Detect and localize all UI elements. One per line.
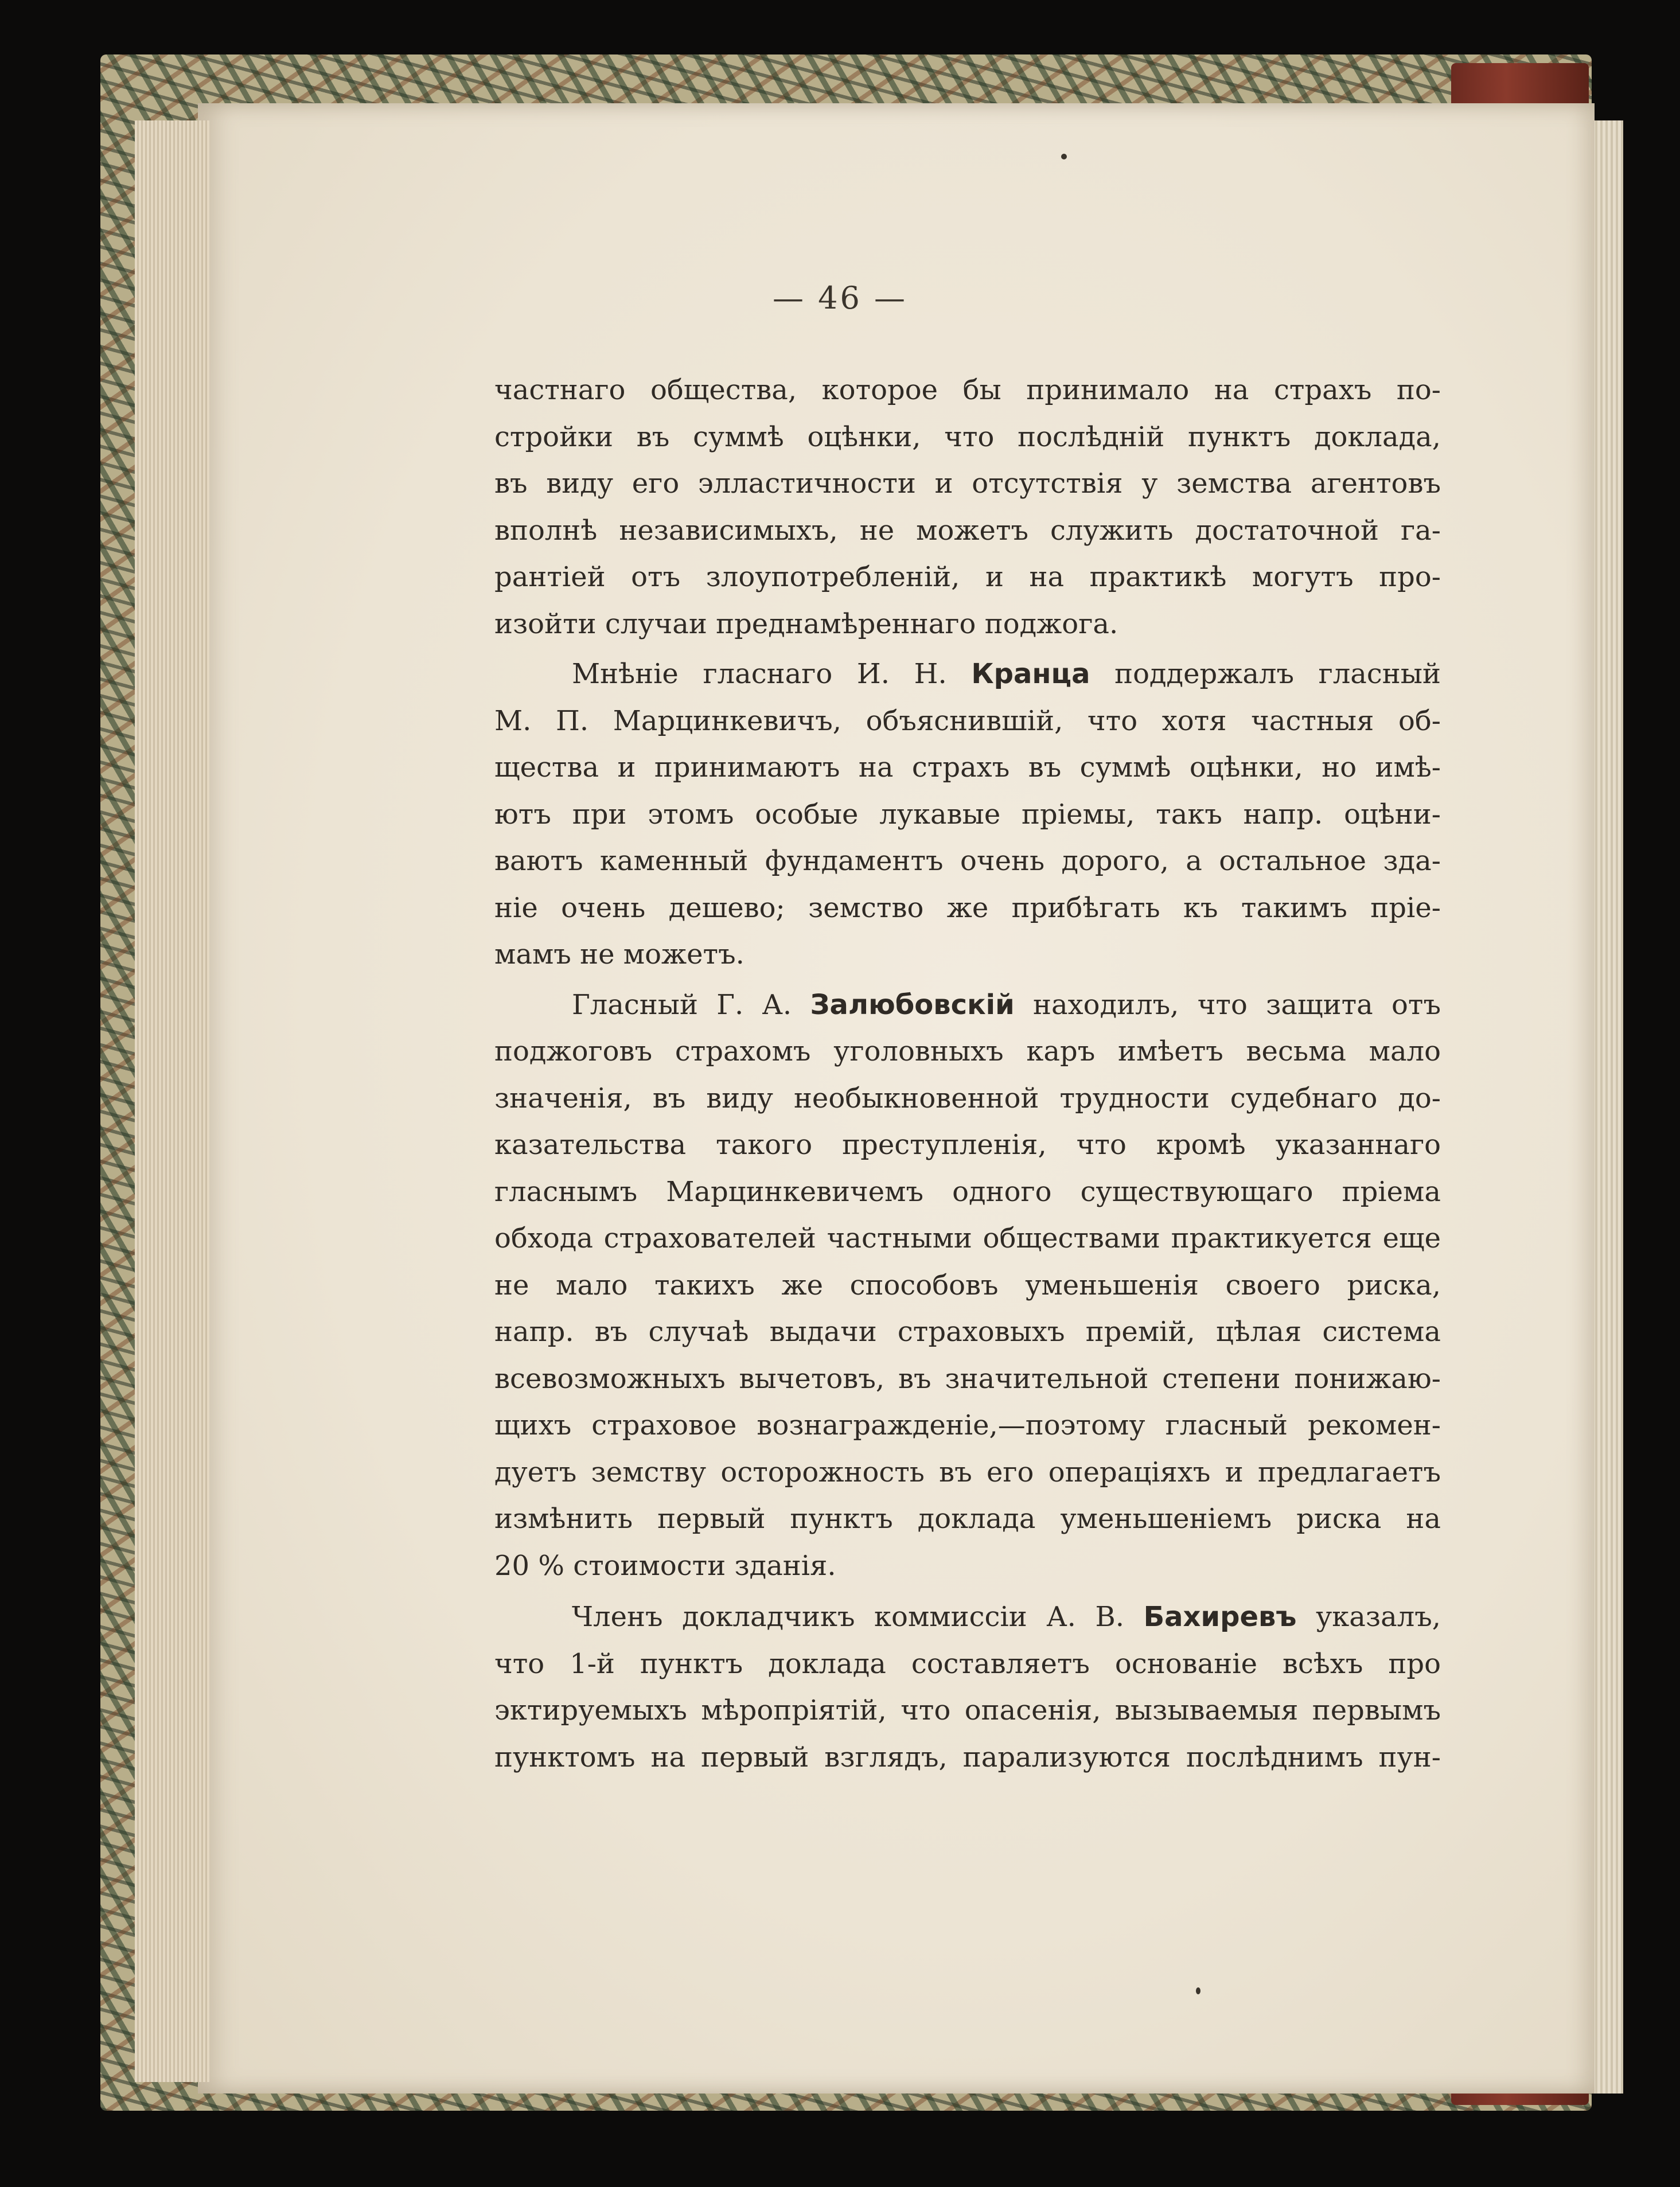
person-name: Кранца	[971, 658, 1090, 690]
text-line	[494, 367, 1441, 414]
text-line	[494, 1734, 1441, 1781]
text-line	[494, 651, 1441, 698]
text-segment: щества и принимаютъ на страхъ въ суммѣ оцѣнки, но имѣ-	[494, 751, 1441, 783]
text-line	[494, 1122, 1441, 1169]
text-segment: поджоговъ страхомъ уголовныхъ каръ имѣетъ весьма мало	[494, 1035, 1441, 1067]
text-segment: изойти случаи преднамѣреннаго поджога.	[494, 607, 1118, 640]
text-segment: Мнѣніе гласнаго И. Н.	[572, 658, 972, 690]
text-line	[494, 1169, 1441, 1216]
text-segment: не мало такихъ же способовъ уменьшенія своего риска,	[494, 1269, 1441, 1301]
paper-speck	[1061, 154, 1067, 159]
text-segment: находилъ, что защита отъ	[1014, 988, 1441, 1021]
text-line	[494, 414, 1441, 461]
text-segment: измѣнить первый пунктъ доклада уменьшеніемъ риска на	[494, 1503, 1441, 1535]
body-text	[494, 367, 1441, 1781]
text-segment: казательства такого преступленія, что кромѣ указаннаго	[494, 1129, 1441, 1161]
text-segment: въ виду его элластичности и отсутствія у земства агентовъ	[494, 467, 1441, 500]
text-line	[494, 982, 1441, 1029]
text-segment: дуетъ земству осторожность въ его операціяхъ и предлагаетъ	[494, 1456, 1441, 1488]
page-stack-left	[135, 120, 209, 2082]
text-line	[494, 698, 1441, 745]
text-segment: ваютъ каменный фундаментъ очень дорого, а остальное зда-	[494, 845, 1441, 877]
person-name: Залюбовскій	[810, 988, 1015, 1021]
text-segment: М. П. Марцинкевичъ, объяснившій, что хотя частныя об-	[494, 704, 1441, 737]
text-line	[494, 1641, 1441, 1688]
text-segment: эктируемыхъ мѣропріятій, что опасенія, вызываемыя первымъ	[494, 1694, 1441, 1726]
text-segment: всевозможныхъ вычетовъ, въ значительной степени понижаю-	[494, 1362, 1441, 1395]
text-segment: напр. въ случаѣ выдачи страховыхъ премій, цѣлая система	[494, 1316, 1441, 1348]
text-line	[494, 1687, 1441, 1734]
text-line	[494, 1356, 1441, 1403]
text-line	[494, 1075, 1441, 1122]
text-line	[494, 1594, 1441, 1641]
text-line	[494, 1402, 1441, 1449]
text-segment: щихъ страховое вознагражденіе,—поэтому гласный рекомен-	[494, 1409, 1441, 1441]
text-line	[494, 1309, 1441, 1356]
text-line	[494, 885, 1441, 932]
text-line	[494, 1028, 1441, 1075]
text-line	[494, 601, 1441, 648]
text-segment: стройки въ суммѣ оцѣнки, что послѣдній пунктъ доклада,	[494, 420, 1441, 453]
text-line	[494, 792, 1441, 839]
page-number: — 46 —	[772, 280, 908, 316]
text-segment: ютъ при этомъ особые лукавые пріемы, такъ напр. оцѣни-	[494, 798, 1441, 831]
text-line	[494, 508, 1441, 555]
text-segment: указалъ,	[1296, 1601, 1441, 1633]
text-line	[494, 1543, 1441, 1590]
text-segment: что 1-й пунктъ доклада составляетъ основаніе всѣхъ про	[494, 1647, 1441, 1680]
text-line	[494, 931, 1441, 979]
text-line	[494, 838, 1441, 885]
text-segment: частнаго общества, которое бы принимало на страхъ по-	[494, 374, 1441, 406]
text-line	[494, 1496, 1441, 1543]
text-segment: вполнѣ независимыхъ, не можетъ служить достаточной га-	[494, 514, 1441, 547]
text-segment: мамъ не можетъ.	[494, 938, 744, 970]
text-segment: Гласный Г. А.	[572, 988, 810, 1021]
text-segment: Членъ докладчикъ коммиссіи А. В.	[572, 1601, 1144, 1633]
text-segment: рантіей отъ злоупотребленій, и на практикѣ могутъ про-	[494, 561, 1441, 593]
text-segment: обхода страхователей частными обществами практикуется еще	[494, 1222, 1441, 1254]
paper-speck	[1196, 1987, 1200, 1994]
text-line	[494, 1449, 1441, 1496]
text-segment: поддержалъ гласный	[1090, 658, 1441, 690]
text-line	[494, 461, 1441, 508]
text-segment: значенія, въ виду необыкновенной трудности судебнаго до-	[494, 1082, 1441, 1114]
text-segment: 20 % стоимости зданія.	[494, 1549, 836, 1582]
text-line	[494, 554, 1441, 601]
text-segment: пунктомъ на первый взглядъ, парализуются послѣднимъ пун-	[494, 1741, 1441, 1773]
text-line	[494, 1215, 1441, 1262]
text-segment: гласнымъ Марцинкевичемъ одного существующаго пріема	[494, 1175, 1441, 1208]
text-segment: ніе очень дешево; земство же прибѣгать къ такимъ пріе-	[494, 891, 1441, 924]
person-name: Бахиревъ	[1143, 1601, 1297, 1633]
text-line	[494, 744, 1441, 792]
text-line	[494, 1262, 1441, 1309]
